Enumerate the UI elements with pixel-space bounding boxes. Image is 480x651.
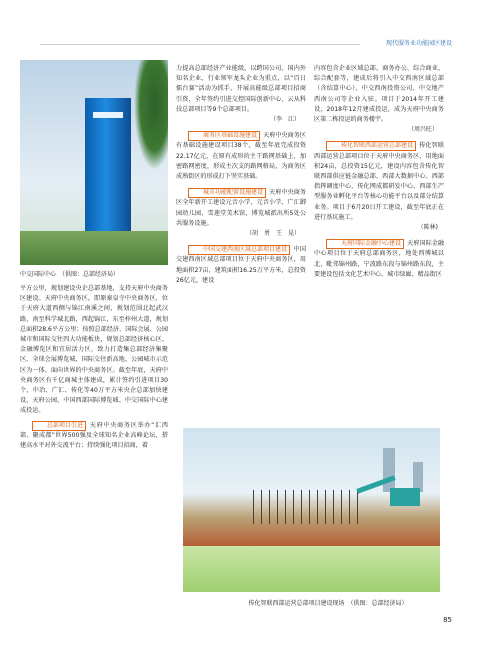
author-credit: （周兴旺） (407, 126, 438, 134)
paragraph: 内容包含企业区域总部、商务办公、综合商业、综合配套等，建成后将引入中交西南区域总部（含结算中心）、中交西南投资公司、中交地产西南公司等企业入驻。项目于2014年开工建设，2018年12月建成投运，成为天府中央商务区第二栋投运的商务楼宇。 (314, 65, 444, 124)
paragraph (176, 131, 306, 182)
lawn (20, 231, 168, 265)
photo-construction-site (183, 428, 440, 592)
section-tag: 商务区基础设施建设 (188, 131, 260, 141)
paragraph: 力提高总部经济产业能级，以跨国公司、国内外知名企业、行业领军龙头企业为重点，以“百日擂台赛”活动为抓手，开展高能级总部项目招商引资，全年签约引进交控国际创新中心、云从科技总部项目等9个总部项目。 (176, 65, 306, 113)
paragraph (314, 239, 444, 280)
photo-caption: 传化智联西部运营总部项目建设现场 （供图：总部经济局） (248, 600, 408, 607)
author-credit: （李 江） (269, 116, 300, 124)
excavator-body (390, 488, 420, 506)
photo-caption: 中交国际中心 （供图：总部经济局） (20, 271, 120, 278)
paragraph (176, 245, 306, 286)
paragraph (20, 421, 168, 452)
excavator (360, 474, 420, 514)
column-1 (20, 284, 168, 451)
section-tag: 总部项目引进 (32, 421, 86, 431)
page-number: 85 (443, 616, 452, 624)
tower-building (85, 98, 131, 248)
tree-foliage (134, 60, 168, 170)
author-credit: （陈林) (417, 224, 438, 232)
column-2 (176, 64, 306, 286)
section-header: 现代服务业功能园区建设 (385, 40, 452, 47)
paragraph: 平方公里，规划建设央企总部基地，支持天府中央商务区建设。天府中央商务区，即原秦皇寺中央商务区，位于天府大道西侧与锦江南溪之间，规划范围北起武汉路，南至科学城北路，西起锦江，东至梓州大道，规划总面积28.6平方公里；按照总部经济、国际会展、公园城市和国际交往四大功能板块，规划总部经济核心区、金融博览区和宜居活力区，致力打造集总部经济集聚区、全球会展博览城、国际交往新高地、公园城市示范区为一体、面向世界的中央商务区。截至年底，天府中央商务区有千亿商城主体建成，累计签约引进项目30个，中冶、广汇、传化等40万平方米央企总部加快建设，天府公园、中国西部国际博览城、中交国际中心建成投运。 (20, 285, 168, 415)
paragraph-text: 天府中央商务区全年新开工建设元音小学、元音小学、广汇御园幼儿园、雪莲堂美术馆、博览城派出所5处公共服务设施。 (176, 189, 306, 227)
paragraph-text: 中国交建西南区域总部项目位于天府中央商务区，用地面积27亩，建筑面积16.25万平方米，总投资26亿元，建设 (176, 246, 306, 284)
paragraph-text: 天府中央商务区有基础设施建设项目38个，截至年底完成投资22.17亿元，在原有成形的主干路网基础上，加密路网密度，形成主次支的路网格局，为商务区成熟街区的形成打下坚实基础。 (176, 132, 306, 181)
paragraph-text: 天府中央商务区举办“汇西部、聚成都”世界500强及全球知名企业高峰论坛，搭建高水平对外交流平台；持续强化项目招商，着 (20, 421, 168, 450)
section-tag: 城市功能配套设施建设 (188, 188, 266, 198)
photo-tower (20, 60, 168, 265)
paragraph-text: 传化智联西部运营总部项目位于天府中央商务区，用地面积24亩，总投资15亿元，建设内容包含传化智联西部供应链金融总部、西部大数据中心、西部指挥调度中心、传化网成都研发中心、西部生产型服务业孵化平台等核心功能平台以及部分结算业务。项目于6月20日开工建设，截至年底正在进行基坑施工。 (314, 142, 444, 221)
section-tag: 天府国际金融中心建设 (326, 239, 404, 249)
section-tag: 中国交建西南区域总部项目建设 (188, 245, 290, 255)
paragraph-text: 天府国际金融中心项目位于天府总部商务区，地处西博城以北，毗邻锦州路，宁波路东段与锦州路东段，主要建设包括文化艺术中心、城市绿廊、精品街区 (314, 240, 444, 278)
rebar-frame (253, 490, 363, 524)
column-3 (314, 64, 444, 280)
green-covering (183, 546, 440, 592)
paragraph (176, 188, 306, 229)
paragraph (314, 141, 444, 223)
section-tag: 传化智联西部运营总部建设 (326, 141, 416, 151)
author-credit: （胡 勇 王 晃） (245, 230, 300, 238)
header-rule (40, 44, 360, 45)
